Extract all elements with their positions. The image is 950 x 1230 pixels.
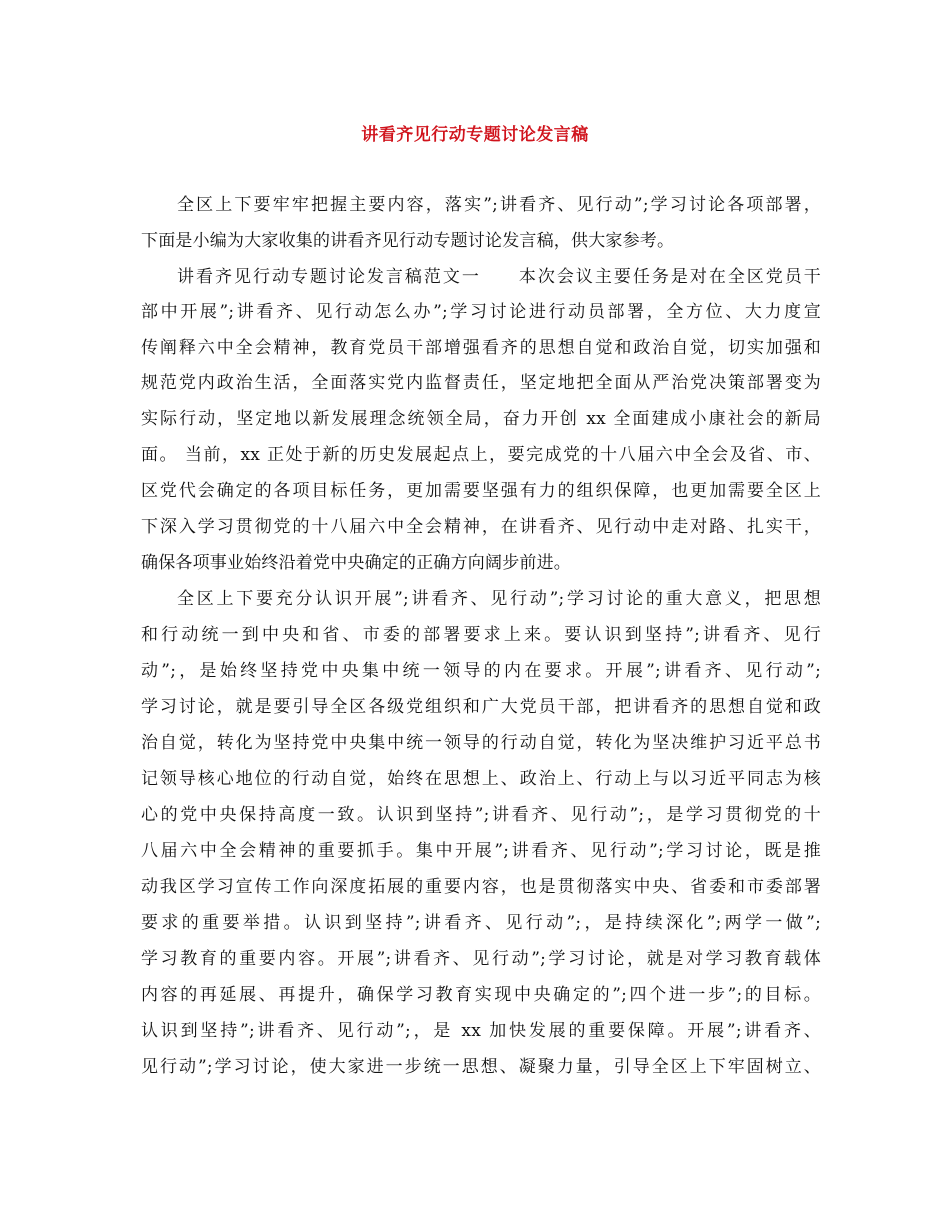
- text-line: 治自觉，转化为坚持党中央集中统一领导的行动自觉，转化为坚决维护习近平总书: [141, 733, 821, 753]
- text-line: 全区上下要牢牢把握主要内容，落实”;讲看齐、见行动”;学习讨论各项部署，: [177, 195, 821, 215]
- text-line: 下深入学习贯彻党的十八届六中全会精神，在讲看齐、见行动中走对路、扎实干，: [141, 517, 821, 537]
- text-line: 八届六中全会精神的重要抓手。集中开展”;讲看齐、见行动”;学习讨论，既是推: [141, 841, 821, 861]
- text-line: 学习讨论，就是要引导全区各级党组织和广大党员干部，把讲看齐的思想自觉和政: [141, 697, 821, 717]
- text-line: 讲看齐见行动专题讨论发言稿范文一 本次会议主要任务是对在全区党员干: [177, 267, 821, 287]
- text-line: 面。 当前，xx 正处于新的历史发展起点上，要完成党的十八届六中全会及省、市、: [141, 445, 821, 465]
- text-line: 动”;，是始终坚持党中央集中统一领导的内在要求。开展”;讲看齐、见行动”;: [141, 661, 821, 681]
- text-line: 确保各项事业始终沿着党中央确定的正确方向阔步前进。: [141, 553, 571, 573]
- text-line: 和行动统一到中央和省、市委的部署要求上来。要认识到坚持”;讲看齐、见行: [141, 625, 821, 645]
- text-line: 见行动”;学习讨论，使大家进一步统一思想、凝聚力量，引导全区上下牢固树立、: [141, 1057, 821, 1077]
- text-line: 下面是小编为大家收集的讲看齐见行动专题讨论发言稿，供大家参考。: [141, 231, 675, 251]
- text-line: 动我区学习宣传工作向深度拓展的重要内容，也是贯彻落实中央、省委和市委部署: [141, 877, 821, 897]
- text-line: 要求的重要举措。认识到坚持”;讲看齐、见行动”;，是持续深化”;两学一做”;: [141, 913, 821, 933]
- text-line: 心的党中央保持高度一致。认识到坚持”;讲看齐、见行动”;，是学习贯彻党的十: [141, 805, 821, 825]
- text-line: 部中开展”;讲看齐、见行动怎么办”;学习讨论进行动员部署，全方位、大力度宣: [141, 302, 821, 322]
- text-line: 认识到坚持”;讲看齐、见行动”;，是 xx 加快发展的重要保障。开展”;讲看齐、: [141, 1021, 821, 1041]
- document-title: 讲看齐见行动专题讨论发言稿: [361, 125, 589, 145]
- text-line: 区党代会确定的各项目标任务，更加需要坚强有力的组织保障，也更加需要全区上: [141, 481, 821, 501]
- text-line: 传阐释六中全会精神，教育党员干部增强看齐的思想自觉和政治自觉，切实加强和: [141, 338, 821, 358]
- text-line: 记领导核心地位的行动自觉，始终在思想上、政治上、行动上与以习近平同志为核: [141, 769, 821, 789]
- text-line: 全区上下要充分认识开展”;讲看齐、见行动”;学习讨论的重大意义，把思想: [177, 589, 821, 609]
- text-line: 学习教育的重要内容。开展”;讲看齐、见行动”;学习讨论，就是对学习教育载体: [141, 949, 821, 969]
- text-line: 内容的再延展、再提升，确保学习教育实现中央确定的”;四个进一步”;的目标。: [141, 985, 821, 1005]
- text-line: 规范党内政治生活，全面落实党内监督责任，坚定地把全面从严治党决策部署变为: [141, 373, 821, 393]
- text-line: 实际行动，坚定地以新发展理念统领全局，奋力开创 xx 全面建成小康社会的新局: [141, 409, 821, 429]
